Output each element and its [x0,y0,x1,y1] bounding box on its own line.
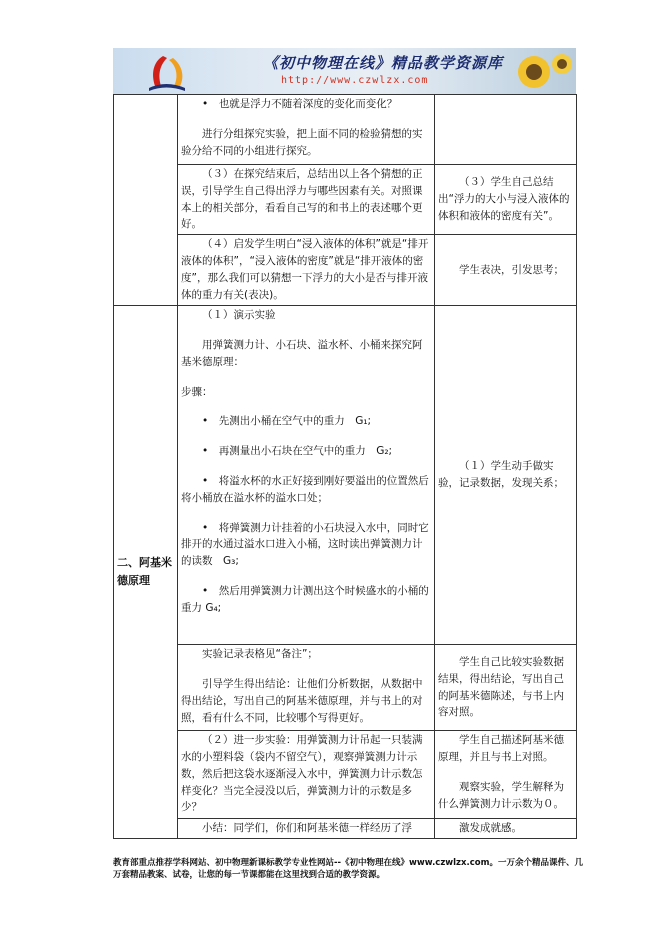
step-item: • 先测出小桶在空气中的重力 G₁; [202,415,372,428]
student-cell [435,819,577,839]
student-cell [435,235,577,306]
activity-cell [178,819,435,839]
paragraph: （１）学生动手做实验，记录数据，发现关系； [438,460,564,490]
page-footer: 教育部重点推荐学科网站、初中物理新课标教学专业性网站--《初中物理在线》www.czwlzx.com。一万余个精品课件、几万套精品教案、试卷，让您的每一节课都能在这里找到合适的教学资源。 [113,858,583,881]
student-cell [435,731,577,819]
bullet-text: • 也就是浮力不随着深度的变化而变化？ [202,98,398,110]
step-item: • 将弹簧测力计挂着的小石块浸入水中，同时它排开的水通过溢水口进入小桶，这时读出弹簧测力计的读数 G₃; [181,521,429,568]
paragraph: 学生自己比较实验数据结果，得出结论，写出自己的阿基米德陈述，与书上内容对照。 [438,656,564,719]
paragraph: 引导学生得出结论：让他们分析数据，从数据中得出结论，写出自己的阿基米德原理，并与书上的对照，看有什么不同，比较哪个写得更好。 [181,677,423,724]
paragraph: 激发成就感。 [459,822,522,835]
paragraph: 小结：同学们，你们和阿基米德一样经历了浮 [202,822,412,835]
site-logo-icon [143,52,189,92]
table-row [114,306,577,645]
paragraph: （３）在探究结束后，总结出以上各个猜想的正误，引导学生自己得出浮力与哪些因素有关。对照课本上的相关部分，看看自己写的和书上的表述哪个更好。 [181,168,423,231]
student-cell [435,95,577,165]
activity-cell [178,645,435,731]
section-cell-empty [114,95,178,306]
banner-title: 《初中物理在线》精品教学资源库 [263,54,504,72]
activity-cell [178,165,435,235]
banner-url[interactable]: http://www.czwlzx.com [281,75,429,86]
section-title: 二、阿基米德原理 [114,306,178,839]
paragraph: （１）演示实验 [202,309,276,322]
paragraph: （４）启发学生明白“浸入液体的体积”就是“排开液体的体积”，“浸入液体的密度”就是“排开液体的密度”，那么我们可以猜想一下浮力的大小是否与排开液体的重力有关(表决)。 [181,238,429,301]
steps-label: 步骤： [181,385,213,398]
paragraph: 观察实验，学生解释为什么弹簧测力计示数为０。 [438,780,564,810]
step-item: • 将溢水杯的水正好接到刚好要溢出的位置然后将小桶放在溢水杯的溢水口处； [181,474,429,504]
table-row [114,731,577,819]
lesson-plan-table [113,94,577,839]
paragraph: 学生表决，引发思考； [459,263,564,276]
table-row [114,645,577,731]
paragraph: 实验记录表格见“备注”； [202,648,318,661]
paragraph: （２）进一步实验：用弹簧测力计吊起一只装满水的小塑料袋（袋内不留空气），观察弹簧测力计示数，然后把这袋水逐渐浸入水中，弹簧测力计示数怎样变化？当完全浸没以后，弹簧测力计的示数是多少？ [181,734,423,814]
student-cell [435,645,577,731]
table-row [114,95,577,165]
student-cell [435,165,577,235]
header-banner [113,48,576,94]
student-cell [435,306,577,645]
table-row [114,819,577,839]
table-row [114,235,577,306]
paragraph: 进行分组探究实验，把上面不同的检验猜想的实验分给不同的小组进行探究。 [181,127,423,157]
paragraph: 学生自己描述阿基米德原理，并且与书上对照。 [438,734,564,763]
step-item: • 然后用弹簧测力计测出这个时候盛水的小桶的重力 G₄; [181,584,429,614]
sunflower-icon [512,50,572,92]
activity-cell [178,235,435,306]
activity-cell [178,306,435,645]
step-item: • 再测量出小石块在空气中的重力 G₂; [202,445,393,458]
table-row [114,165,577,235]
activity-cell [178,95,435,165]
paragraph: 用弹簧测力计、小石块、溢水杯、小桶来探究阿基米德原理： [181,338,423,368]
activity-cell [178,731,435,819]
paragraph: （３）学生自己总结出“浮力的大小与浸入液体的体积和液体的密度有关”。 [438,176,570,222]
